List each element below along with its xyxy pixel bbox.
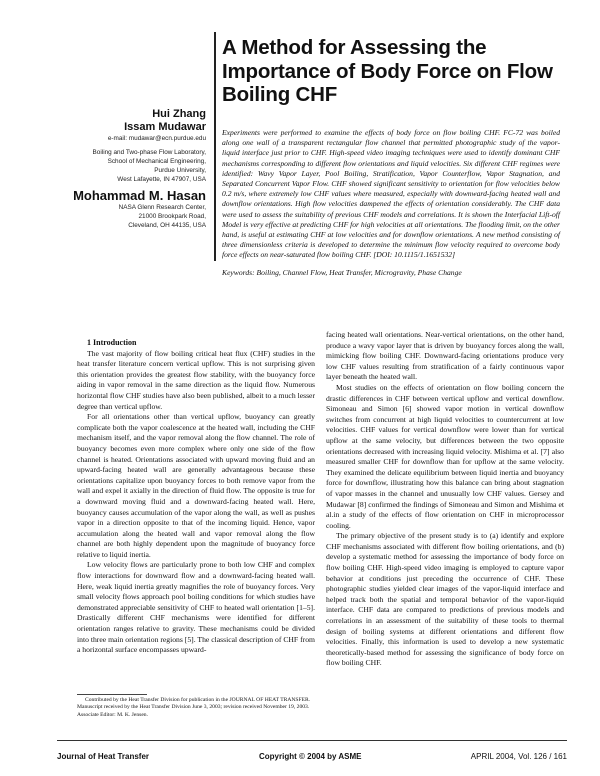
author-name: Hui Zhang: [152, 108, 206, 120]
left-column: [77, 338, 315, 656]
affiliation-line: Cleveland, OH 44135, USA: [128, 222, 206, 229]
footer-rule: [57, 740, 567, 741]
paragraph: For all orientations other than vertical upflow, buoyancy can greatly complicate both the vapor coalescence at the heated wall, including the CHF mechanism itself, and the vapor removal along the flow channel. The role of buoyancy becomes even more complex where only one side of the flow channel is heated. Orientations associated with upward moving fluid and an upward-facing heated wall are generally advantageous because these orientations capitalize upon buoyancy forces to both remove vapor from the wall and expel it axially in the direction of fluid flow. The opposite is true for a downward moving fluid and a downward-facing heated wall. Here, buoyancy causes accumulation of the vapor along the wall, as well as pushes vapor in a direction opposite to that of the incoming liquid. Hence, vapor accumulation along the heated wall and vapor removal along the flow channel are both highly dependent upon the magnitude of buoyancy force relative to liquid inertia.: [77, 412, 315, 559]
right-column: [326, 330, 564, 669]
author-email: e-mail: mudawar@ecn.purdue.edu: [107, 135, 206, 142]
author-name: Issam Mudawar: [124, 121, 206, 133]
paragraph: facing heated wall orientations. Near-vertical orientations, on the other hand, produce a wavy vapor layer that is driven by buoyancy forces along the wall, mimicking flow boiling CHF. Downward-facing orientations produce very low CHF values resulting from stratification of a fairly continuous vapor layer beneath the heated wall.: [326, 330, 564, 382]
paragraph: The primary objective of the present study is to (a) identify and explore CHF mechanisms associated with different flow boiling orientations, and (b) develop a systematic method for assessing the importance of body force on flow boiling CHF. High-speed video imaging is employed to capture vapor behavior at conditions just preceding the occurrence of CHF. These photographic studies yielded clear images of the vapor-liquid interface and helped track both the spatial and temporal behavior of the vapor-liquid interface. CHF data are compared to predictions of previous models and correlations in an assessment of the suitability of these tools to thermal design of boiling systems at different orientations and different flow velocities. Finally, this information is used to develop a new systematic theoretically-based method for assessing the significance of body force on flow boiling CHF.: [326, 531, 564, 668]
title-rule: [214, 32, 216, 261]
affiliation-line: West Lafayette, IN 47907, USA: [117, 176, 206, 183]
author-name: Mohammad M. Hasan: [73, 188, 206, 203]
footnote-rule: [77, 694, 147, 695]
affiliation-line: School of Mechanical Engineering,: [107, 158, 206, 165]
author-block: [6, 108, 206, 230]
affiliation-line: NASA Glenn Research Center,: [118, 204, 206, 211]
section-heading: 1 Introduction: [87, 338, 137, 347]
paragraph: Low velocity flows are particularly prone to both low CHF and complex flow interactions for downward flow and a downward-facing heated wall. Here, weak liquid inertia greatly magnifies the role of buoyancy forces. Very small velocity flows approach pool boiling conditions for which studies have demonstrated appreciable sensitivity of CHF to heated wall orientation [1–5]. Drastically different CHF mechanisms were identified for different orientation ranges relative to gravity. These mechanisms could be divided into three main orientation regions [5]. The classical description of CHF from a horizontal surface encompasses upward-: [77, 560, 315, 655]
paper-title: A Method for Assessing the Importance of Body Force on Flow Boiling CHF: [222, 36, 553, 106]
affiliation-line: Boiling and Two-phase Flow Laboratory,: [92, 149, 206, 156]
affiliation-line: 21000 Brookpark Road,: [138, 213, 206, 220]
issue-info: APRIL 2004, Vol. 126 / 161: [470, 752, 567, 761]
paragraph: Most studies on the effects of orientation on flow boiling concern the drastic differences in CHF between vertical upflow and vertical downflow. Simoneau and Simon [6] showed vapor motion in vertical downflow switches from concurrent at high liquid velocities to countercurrent at low velocities. CHF values for vertical downflow were lower than for vertical upflow at the same velocity, but differences between the two opposite orientations decreased with increasing liquid velocity. Mishima et al. [7] also measured smaller CHF for downflow than for upflow at the same velocity. They examined the delicate equilibrium between liquid inertia and buoyancy force for downflow, illustrating how this balance can bring about stagnation of vapor masses in the channel and unusually low CHF values. Gersey and Mudawar [8] confirmed the findings of Simoneau and Simon and Mishima et al.in a study of the effects of flow orientation on CHF in microprocessor cooling.: [326, 382, 564, 530]
abstract: Experiments were performed to examine the effects of body force on flow boiling CHF. FC-72 was boiled along one wall of a transparent rectangular flow channel that permitted photographic study of the vapor-liquid interface just prior to CHF. High-speed video imaging techniques were used to identify dominant CHF mechanisms corresponding to different flow orientations and liquid velocities. Six different CHF regimes were identified: Wavy Vapor Layer, Pool Boiling, Stratification, Vapor Counterflow, Vapor Stagnation, and Separated Concurrent Vapor Flow. CHF showed significant sensitivity to orientation for flow velocities below 0.2 m/s, where extremely low CHF values where measured, especially with downward-facing heated wall and downflow orientations. High flow velocities dampened the effects of orientation considerably. The CHF data were used to assess the suitability of previous CHF models and correlations. It is shown the Interfacial Lift-off Model is very effective at predicting CHF for high velocities at all orientations. The flooding limit, on the other hand, is useful at estimating CHF at low velocities and for downflow orientations. A new method consisting of three dimensionless criteria is developed to determine the minimum flow velocity required to overcome body force effects on near-saturated flow boiling CHF. [DOI: 10.1115/1.1651532]: [222, 128, 561, 260]
copyright: Copyright © 2004 by ASME: [259, 752, 362, 761]
affiliation-line: Purdue University,: [154, 167, 206, 174]
paragraph: The vast majority of flow boiling critical heat flux (CHF) studies in the heat transfer literature concern vertical upflow. This is not surprising given this orientation provides the greatest flow stability, with the buoyancy force aiding in vapor removal in the same direction as the liquid flow. Numerous horizontal flow CHF studies have also been published, albeit to a much lesser degree than vertical upflow.: [77, 348, 315, 411]
keywords: Keywords: Boiling, Channel Flow, Heat Transfer, Microgravity, Phase Change: [222, 268, 462, 277]
journal-name: Journal of Heat Transfer: [57, 752, 150, 761]
footnote: Contributed by the Heat Transfer Division for publication in the JOURNAL OF HEAT TRANSFER. Manuscript received by the Heat Transfer Division June 3, 2003; revision received November 19, 2003. Associate Editor: M. K. Jensen.: [77, 697, 311, 718]
